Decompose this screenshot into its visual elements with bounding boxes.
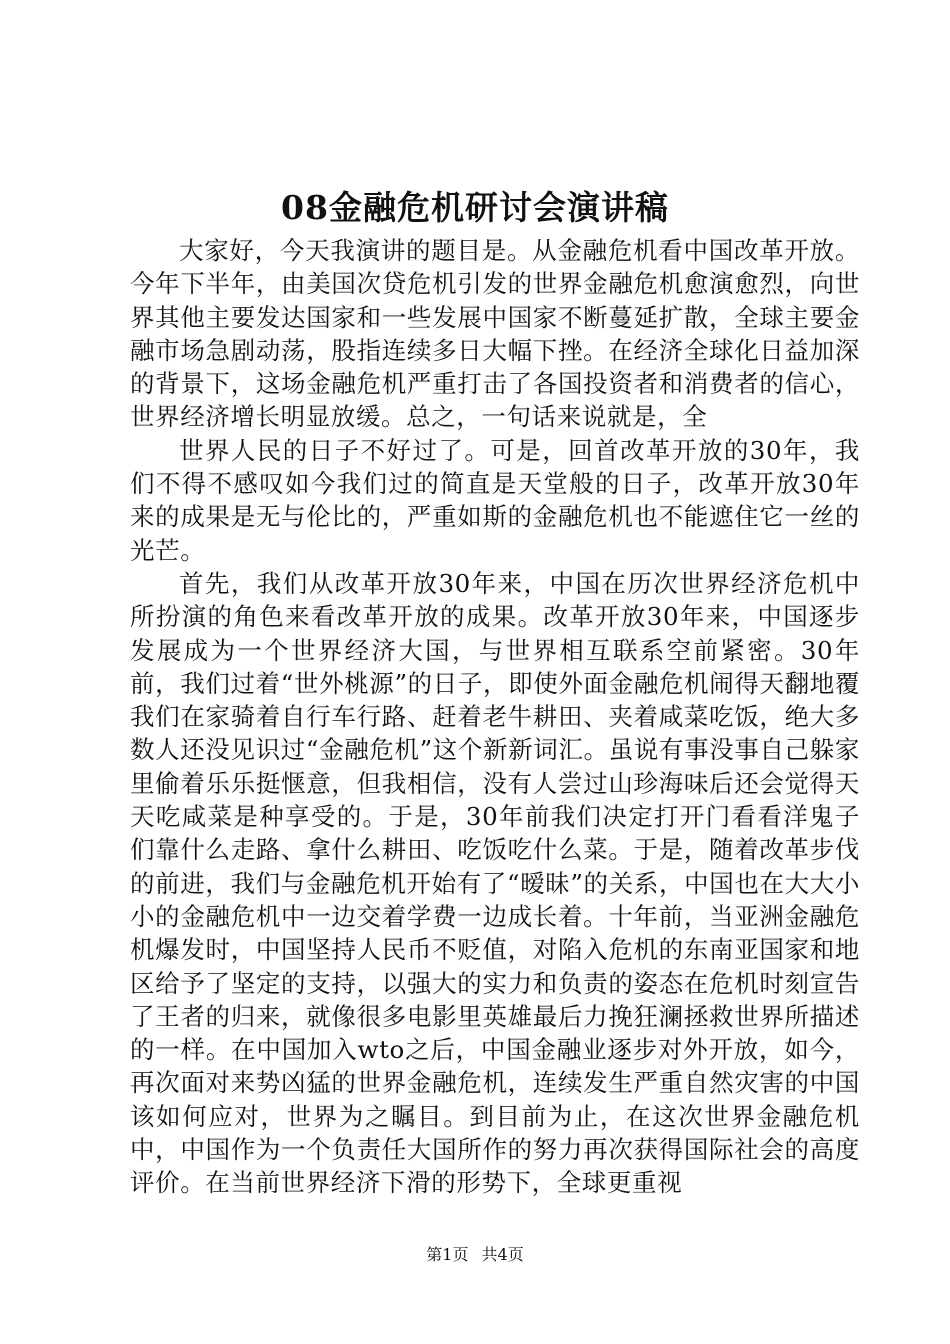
page-footer (0, 1244, 950, 1266)
paragraph-1: 大家好，今天我演讲的题目是。从金融危机看中国改革开放。今年下半年，由美国次贷危机引发的世界金融危机愈演愈烈，向世界其他主要发达国家和一些发展中国家不断蔓延扩散，全球主要金融市场急剧动荡，股指连续多日大幅下挫。在经济全球化日益加深的背景下，这场金融危机严重打击了各国投资者和消费者的信心，世界经济增长明显放缓。总之，一句话来说就是，全 (130, 236, 860, 432)
paragraph-2: 世界人民的日子不好过了。可是，回首改革开放的30年，我们不得不感叹如今我们过的简直是天堂般的日子，改革开放30年来的成果是无与伦比的，严重如斯的金融危机也不能遮住它一丝的光芒。 (130, 435, 860, 565)
paragraph-3: 首先，我们从改革开放30年来，中国在历次世界经济危机中所扮演的角色来看改革开放的成果。改革开放30年来，中国逐步发展成为一个世界经济大国，与世界相互联系空前紧密。30年前，我们过着“世外桃源”的日子，即使外面金融危机闹得天翻地覆我们在家骑着自行车行路、赶着老牛耕田、夹着咸菜吃饭，绝大多数人还没见识过“金融危机”这个新新词汇。虽说有事没事自己躲家里偷着乐乐挺惬意，但我相信，没有人尝过山珍海味后还会觉得天天吃咸菜是种享受的。于是，30年前我们决定打开门看看洋鬼子们靠什么走路、拿什么耕田、吃饭吃什么菜。于是，随着改革步伐的前进，我们与金融危机开始有了“暧昧”的关系，中国也在大大小小的金融危机中一边交着学费一边成长着。十年前，当亚洲金融危机爆发时，中国坚持人民币不贬值，对陷入危机的东南亚国家和地区给予了坚定的支持，以强大的实力和负责的姿态在危机时刻宣告了王者的归来，就像很多电影里英雄最后力挽狂澜拯救世界所描述的一样。在中国加入wto之后，中国金融业逐步对外开放，如今，再次面对来势凶猛的世界金融危机，连续发生严重自然灾害的中国该如何应对，世界为之瞩目。到目前为止，在这次世界金融危机中，中国作为一个负责任大国所作的努力再次获得国际社会的高度评价。在当前世界经济下滑的形势下，全球更重视 (130, 568, 860, 1198)
page-number: 第1页 (426, 1245, 469, 1264)
document-body (130, 234, 860, 1200)
document-title: 08金融危机研讨会演讲稿 (281, 188, 669, 227)
page-total: 共4页 (481, 1245, 524, 1264)
